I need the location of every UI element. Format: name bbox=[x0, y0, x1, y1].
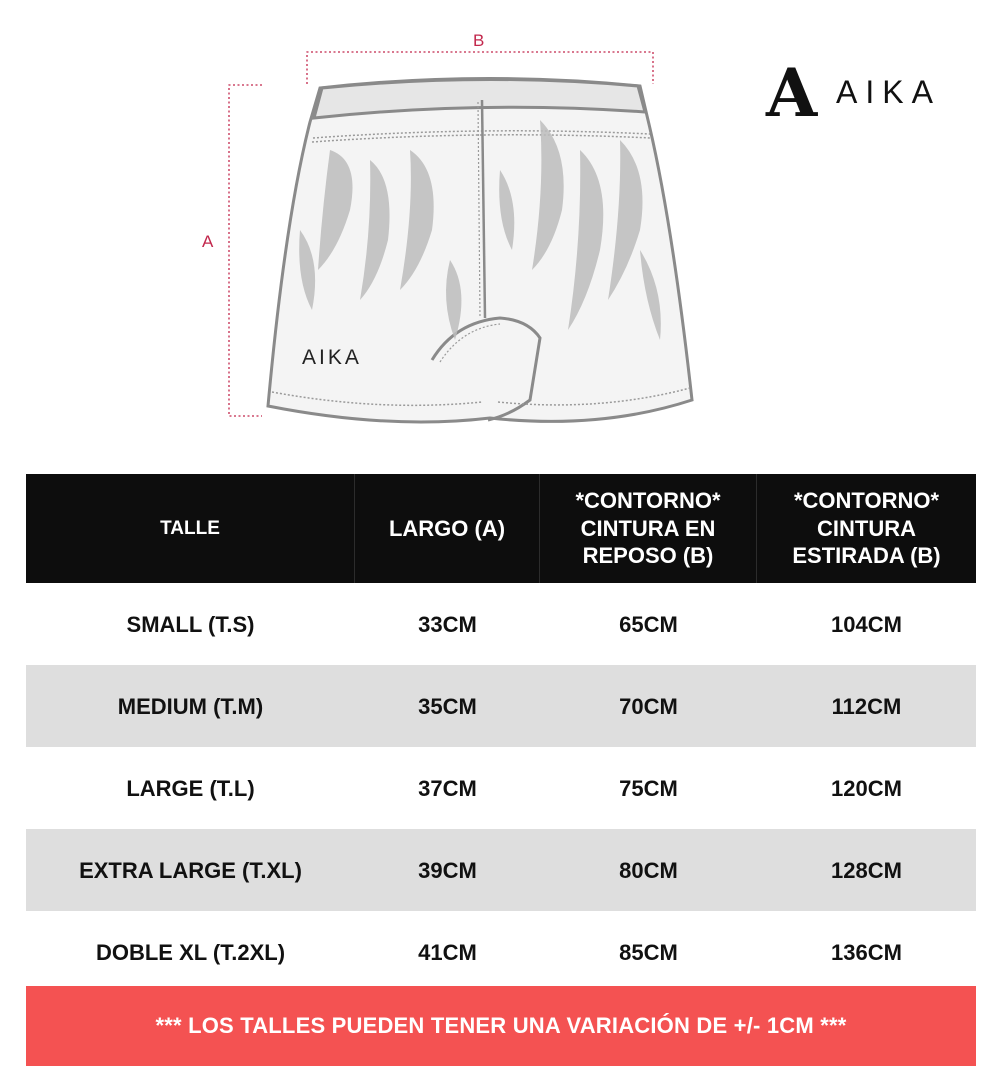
size-name-cell: MEDIUM (T.M) bbox=[117, 694, 264, 719]
size-name-cell: EXTRA LARGE (T.XL) bbox=[79, 858, 302, 883]
largo-cell: 37CM bbox=[418, 776, 477, 801]
size-name-cell: LARGE (T.L) bbox=[126, 776, 255, 801]
header-cintura-reposo: *CONTORNO* CINTURA EN REPOSO (B) bbox=[540, 474, 757, 583]
size-variation-note bbox=[26, 986, 976, 1066]
size-name-cell: SMALL (T.S) bbox=[126, 612, 255, 637]
shorts-illustration bbox=[0, 0, 1000, 470]
table-row bbox=[26, 747, 976, 829]
dimension-label-a: A bbox=[202, 232, 214, 251]
table-header bbox=[26, 474, 976, 583]
table-row bbox=[26, 665, 976, 747]
reposo-cell: 65CM bbox=[619, 612, 678, 637]
dimension-label-b: B bbox=[473, 31, 485, 50]
estirada-cell: 112CM bbox=[831, 694, 902, 719]
estirada-cell: 136CM bbox=[831, 940, 902, 965]
largo-cell: 35CM bbox=[418, 694, 477, 719]
garment-brand-print: AIKA bbox=[302, 346, 362, 369]
reposo-cell: 75CM bbox=[619, 776, 678, 801]
largo-cell: 41CM bbox=[418, 940, 477, 965]
shorts-body bbox=[268, 78, 692, 422]
size-table bbox=[26, 474, 976, 993]
estirada-cell: 120CM bbox=[831, 776, 902, 801]
largo-cell: 33CM bbox=[418, 612, 477, 637]
reposo-cell: 85CM bbox=[619, 940, 678, 965]
table-row bbox=[26, 829, 976, 911]
header-largo: LARGO (A) bbox=[355, 474, 540, 583]
aika-logo bbox=[766, 54, 976, 132]
reposo-cell: 80CM bbox=[619, 858, 678, 883]
header-cintura-estirada: *CONTORNO* CINTURA ESTIRADA (B) bbox=[792, 488, 941, 569]
size-name-cell: DOBLE XL (T.2XL) bbox=[95, 940, 286, 965]
estirada-cell: 104CM bbox=[831, 612, 902, 637]
reposo-cell: 70CM bbox=[619, 694, 678, 719]
note-text: *** LOS TALLES PUEDEN TENER UNA VARIACIÓN DE +/- 1CM *** bbox=[155, 1013, 847, 1038]
header-talle: TALLE bbox=[26, 474, 355, 583]
logo-wordmark: AIKA bbox=[836, 74, 941, 110]
table-row bbox=[26, 583, 976, 665]
logo-mark: A bbox=[766, 54, 818, 132]
largo-cell: 39CM bbox=[418, 858, 477, 883]
estirada-cell: 128CM bbox=[831, 858, 902, 883]
table-row bbox=[26, 911, 976, 993]
dimension-line-a bbox=[229, 85, 262, 416]
